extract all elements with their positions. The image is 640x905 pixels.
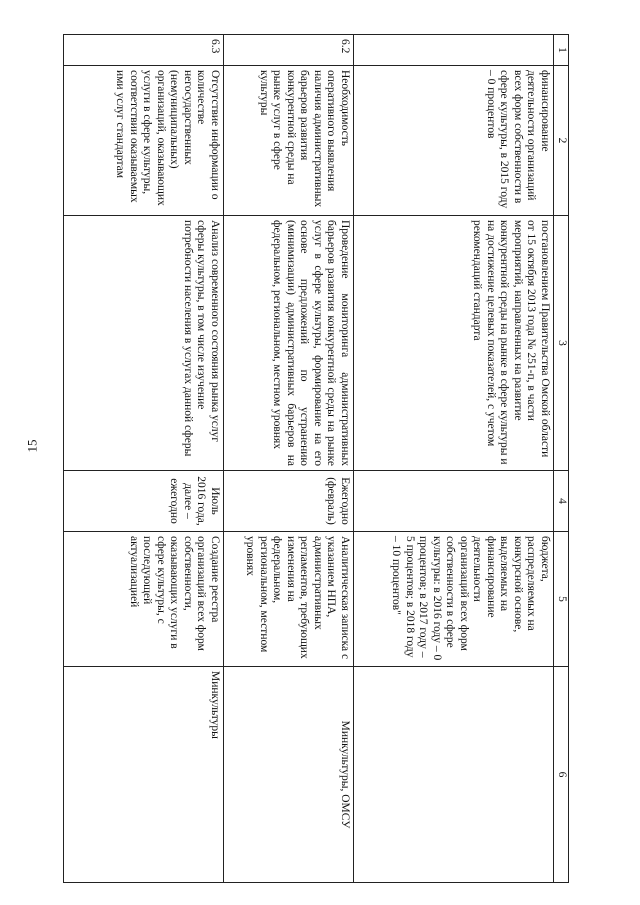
- header-col-1: 1: [554, 35, 569, 66]
- row-term: Ежегодно (февраль): [224, 471, 354, 532]
- table-row: [354, 35, 554, 883]
- row-result: бюджета, распределяемых на конкурсной основе, выделяемых на финансирование деятельности организаций всех форм собственности в сфере культуры: в 2016 году – 0 процентов; в 2017 году – 5 процентов; в 2018 году – 10 процентов": [354, 532, 554, 667]
- table-row: [64, 35, 224, 883]
- row-problem: финансирование деятельности организаций всех форм собственности в сфере культуры, в 2015 году – 0 процентов: [354, 66, 554, 216]
- header-col-3: 3: [554, 216, 569, 471]
- row-result: Создание реестра организаций всех форм собственности, оказывающих услуги в сфере культуры, с последующей актуализацией: [64, 532, 224, 667]
- row-number: 6.2: [224, 35, 354, 66]
- row-executor: Минкультуры: [64, 667, 224, 883]
- header-col-4: 4: [554, 471, 569, 532]
- row-term: [354, 471, 554, 532]
- row-number: 6.3: [64, 35, 224, 66]
- row-problem: Отсутствие информации о количестве негосударственных (немуниципальных) организаций, оказывающих услуги в сфере культуры, соответствии оказываемых ими услуг стандартам: [64, 66, 224, 216]
- row-executor: Минкультуры, ОМСУ: [224, 667, 354, 883]
- header-col-2: 2: [554, 66, 569, 216]
- row-executor: [354, 667, 554, 883]
- row-measure: Анализ современного состояния рынка услуг сферы культуры, в том числе изучение потребности населения в услугах данной сферы: [64, 216, 224, 471]
- row-problem: Необходимость оперативного выявления наличия административных барьеров развития конкурентной среды на рынке услуг в сфере культуры: [224, 66, 354, 216]
- table-row: [224, 35, 354, 883]
- row-number: [354, 35, 554, 66]
- page-number: 15: [24, 439, 40, 453]
- row-result: Аналитическая записка с указанием НПА, административных регламентов, требующих изменения на федеральном, региональном, местном уровнях: [224, 532, 354, 667]
- row-measure: Проведение мониторинга административных барьеров развития конкурентной среды на рынке услуг в сфере культуры, формирование на его основе предложений по устранению (минимизации) административных барьеров на федеральном, региональном, местном уровнях: [224, 216, 354, 471]
- measures-table: [63, 34, 569, 883]
- row-measure: постановлением Правительства Омской области от 15 октября 2013 года № 251-п, в части мероприятий, направленных на развитие конкурентной среды на рынке в сфере культуры и на достижение целевых показателей, с учетом рекомендаций стандарта: [354, 216, 554, 471]
- header-col-5: 5: [554, 532, 569, 667]
- row-term: Июль 2016 года, далее – ежегодно: [64, 471, 224, 532]
- rotated-page: [63, 34, 569, 852]
- header-col-6: 6: [554, 667, 569, 883]
- header-row: [554, 35, 569, 883]
